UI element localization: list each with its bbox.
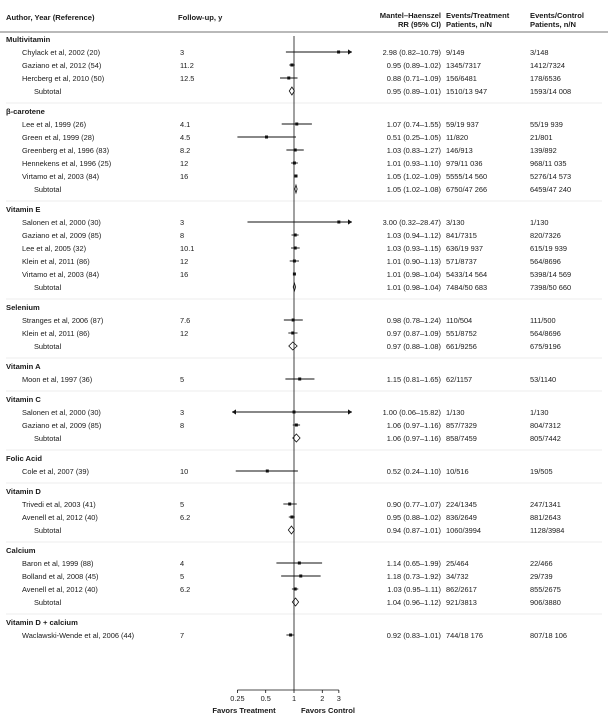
study-row [22,329,561,338]
group-2 [6,205,602,299]
study-name: Trivedi et al, 2003 (41) [22,500,96,509]
subtotal-label: Subtotal [34,283,62,292]
study-point-estimate [293,260,296,263]
study-followup: 12.5 [180,74,195,83]
study-followup: 3 [180,48,185,57]
study-name: Moon et al, 1997 (36) [22,375,93,384]
study-name: Virtamo et al, 2003 (84) [22,270,100,279]
study-row [22,585,561,594]
subtotal-label: Subtotal [34,185,62,194]
study-point-estimate [290,64,293,67]
study-arrow-left [232,409,236,414]
study-row [22,218,549,227]
study-rr: 0.51 (0.25–1.05) [386,133,441,142]
study-row [22,61,565,70]
study-treatment-events: 59/19 937 [446,120,479,129]
forest-rows [6,35,602,640]
study-point-estimate [288,503,291,506]
study-followup: 6.2 [180,585,191,594]
group-9 [6,618,567,640]
study-name: Klein et al, 2011 (86) [22,329,90,338]
group-1 [6,107,602,201]
study-treatment-events: 110/504 [446,316,473,325]
header-rr-line2: RR (95% CI) [397,20,441,29]
header-rr-line1: Mantel–Haenszel [379,11,441,20]
x-tick-label: 1 [291,694,297,703]
study-rr: 3.00 (0.32–28.47) [382,218,441,227]
study-control-events: 855/2675 [530,585,561,594]
subtotal-control-events: 906/3880 [530,598,561,607]
study-name: Gaziano et al, 2009 (85) [22,421,102,430]
study-rr: 0.95 (0.89–1.02) [386,61,441,70]
study-treatment-events: 836/2649 [446,513,477,522]
study-point-estimate [298,378,301,381]
subtotal-rr: 1.06 (0.97–1.16) [386,434,441,443]
subtotal-rr: 0.94 (0.87–1.01) [386,526,441,535]
study-rr: 0.98 (0.78–1.24) [386,316,441,325]
group-8 [6,546,602,614]
subtotal-row [34,87,571,96]
subtotal-rr: 1.01 (0.98–1.04) [386,283,441,292]
study-row [22,375,556,384]
study-control-events: 5276/14 573 [530,172,572,181]
group-title: Vitamin E [6,205,41,214]
study-row [22,559,553,568]
x-tick-label: 0.25 [230,694,245,703]
study-rr: 1.01 (0.93–1.10) [386,159,441,168]
study-point-estimate [295,123,298,126]
header-treatment-line2: Patients, n/N [446,20,492,29]
study-point-estimate [337,221,340,224]
study-control-events: 111/500 [530,316,556,325]
study-control-events: 247/1341 [530,500,561,509]
study-followup: 5 [180,572,185,581]
study-followup: 12 [180,329,189,338]
study-rr: 1.03 (0.83–1.27) [386,146,441,155]
study-name: Stranges et al, 2006 (87) [22,316,104,325]
study-row [22,74,561,83]
study-name: Salonen et al, 2000 (30) [22,218,101,227]
study-control-events: 1/130 [530,408,549,417]
study-followup: 11.2 [180,61,194,70]
x-tick-label: 2 [320,694,325,703]
study-control-events: 53/1140 [530,375,557,384]
study-treatment-events: 5433/14 564 [446,270,488,279]
header-treatment-line1: Events/Treatment [446,11,510,20]
study-rr: 1.14 (0.65–1.99) [386,559,441,568]
study-name: Klein et al, 2011 (86) [22,257,90,266]
study-control-events: 178/6536 [530,74,561,83]
study-control-events: 29/739 [530,572,553,581]
study-control-events: 139/892 [530,146,557,155]
header-study: Author, Year (Reference) [6,13,95,22]
study-control-events: 21/801 [530,133,553,142]
study-treatment-events: 841/7315 [446,231,477,240]
study-followup: 16 [180,270,189,279]
study-rr: 0.90 (0.77–1.07) [386,500,441,509]
study-row [22,120,563,129]
subtotal-treatment-events: 858/7459 [446,434,477,443]
study-control-events: 564/8696 [530,257,561,266]
study-name: Avenell et al, 2012 (40) [22,585,98,594]
study-name: Salonen et al, 2000 (30) [22,408,101,417]
group-title: β-carotene [6,107,45,116]
subtotal-diamond [292,598,298,606]
study-point-estimate [298,562,301,565]
study-treatment-events: 571/8737 [446,257,477,266]
study-control-events: 564/8696 [530,329,561,338]
subtotal-rr: 0.97 (0.88–1.08) [386,342,441,351]
header-followup: Follow-up, y [178,13,223,22]
study-control-events: 804/7312 [530,421,561,430]
header-control-line2: Patients, n/N [530,20,576,29]
subtotal-diamond [295,185,297,193]
study-control-events: 3/148 [530,48,549,57]
subtotal-label: Subtotal [34,598,62,607]
study-row [22,316,556,325]
study-row [22,172,571,181]
study-followup: 5 [180,500,185,509]
subtotal-rr: 0.95 (0.89–1.01) [386,87,441,96]
study-followup: 8 [180,231,185,240]
group-title: Calcium [6,546,36,555]
study-point-estimate [290,516,293,519]
study-rr: 1.00 (0.06–15.82) [382,408,441,417]
study-name: Baron et al, 1999 (88) [22,559,94,568]
study-followup: 5 [180,375,185,384]
study-arrow-right [348,409,352,414]
study-followup: 4.1 [180,120,191,129]
subtotal-label: Subtotal [34,526,62,535]
subtotal-diamond [288,526,294,534]
x-tick-label: 0.5 [260,694,271,703]
study-rr: 1.03 (0.95–1.11) [387,585,441,594]
subtotal-control-events: 805/7442 [530,434,561,443]
study-rr: 1.06 (0.97–1.16) [386,421,441,430]
study-treatment-events: 62/1157 [446,375,473,384]
study-rr: 1.18 (0.73–1.92) [386,572,441,581]
study-point-estimate [289,634,292,637]
study-point-estimate [293,273,296,276]
subtotal-treatment-events: 1510/13 947 [446,87,488,96]
study-treatment-events: 862/2617 [446,585,477,594]
study-control-events: 807/18 106 [530,631,567,640]
subtotal-rr: 1.05 (1.02–1.08) [386,185,441,194]
subtotal-control-events: 1128/3984 [530,526,565,535]
study-followup: 12 [180,159,189,168]
study-control-events: 1/130 [530,218,549,227]
favors-control-label: Favors Control [300,706,356,715]
study-point-estimate [337,51,340,54]
study-point-estimate [294,175,297,178]
study-control-events: 1412/7324 [530,61,565,70]
group-title: Selenium [6,303,40,312]
study-row [22,513,561,522]
study-followup: 8.2 [180,146,191,155]
study-rr: 0.95 (0.88–1.02) [386,513,441,522]
study-name: Greenberg et al, 1996 (83) [22,146,110,155]
study-followup: 10.1 [180,244,195,253]
study-name: Lee et al, 2005 (32) [22,244,87,253]
group-3 [6,303,602,358]
study-name: Avenell et al, 2012 (40) [22,513,98,522]
study-rr: 2.98 (0.82–10.79) [382,48,441,57]
study-treatment-events: 857/7329 [446,421,477,430]
study-row [22,421,561,430]
study-name: Waclawski-Wende et al, 2006 (44) [22,631,135,640]
study-followup: 4.5 [180,133,191,142]
group-4 [6,362,602,391]
study-control-events: 55/19 939 [530,120,563,129]
study-treatment-events: 979/11 036 [446,159,483,168]
study-rr: 1.03 (0.93–1.15) [386,244,441,253]
subtotal-treatment-events: 6750/47 266 [446,185,488,194]
study-treatment-events: 10/516 [446,467,469,476]
study-followup: 7.6 [180,316,191,325]
study-point-estimate [287,77,290,80]
study-name: Cole et al, 2007 (39) [22,467,89,476]
subtotal-label: Subtotal [34,87,62,96]
study-name: Lee et al, 1999 (26) [22,120,87,129]
study-name: Hercberg et al, 2010 (50) [22,74,105,83]
subtotal-row [34,342,561,351]
study-rr: 0.92 (0.83–1.01) [386,631,441,640]
subtotal-control-events: 1593/14 008 [530,87,572,96]
table-header [6,11,584,29]
subtotal-control-events: 6459/47 240 [530,185,572,194]
group-title: Vitamin D [6,487,41,496]
study-control-events: 968/11 035 [530,159,567,168]
study-treatment-events: 5555/14 560 [446,172,488,181]
study-rr: 1.03 (0.94–1.12) [386,231,441,240]
study-control-events: 22/466 [530,559,553,568]
subtotal-row [34,598,561,607]
study-rr: 1.05 (1.02–1.09) [386,172,441,181]
study-control-events: 19/505 [530,467,553,476]
study-point-estimate [265,136,268,139]
study-row [22,408,549,417]
study-rr: 1.07 (0.74–1.55) [386,120,441,129]
study-name: Bolland et al, 2008 (45) [22,572,99,581]
study-point-estimate [299,575,302,578]
subtotal-control-events: 675/9196 [530,342,561,351]
subtotal-label: Subtotal [34,434,62,443]
study-name: Gaziano et al, 2009 (85) [22,231,102,240]
study-followup: 8 [180,421,185,430]
group-title: Multivitamin [6,35,51,44]
study-treatment-events: 25/464 [446,559,469,568]
study-row [22,133,553,142]
subtotal-row [34,526,564,535]
study-row [22,500,561,509]
study-treatment-events: 11/820 [446,133,469,142]
study-name: Green et al, 1999 (28) [22,133,95,142]
study-treatment-events: 1/130 [446,408,465,417]
study-treatment-events: 224/1345 [446,500,477,509]
group-title: Folic Acid [6,454,43,463]
study-followup: 10 [180,467,189,476]
study-row [22,231,561,240]
favors-treatment-label: Favors Treatment [212,706,276,715]
study-rr: 1.15 (0.81–1.65) [386,375,441,384]
study-rr: 0.97 (0.87–1.09) [386,329,441,338]
header-control-line1: Events/Control [530,11,585,20]
study-control-events: 5398/14 569 [530,270,572,279]
study-name: Hennekens et al, 1996 (25) [22,159,112,168]
study-name: Gaziano et al, 2012 (54) [22,61,102,70]
study-rr: 0.88 (0.71–1.09) [386,74,441,83]
study-row [22,48,549,57]
x-axis [230,36,341,703]
study-treatment-events: 34/732 [446,572,469,581]
study-followup: 4 [180,559,185,568]
subtotal-row [34,283,571,292]
study-rr: 1.01 (0.90–1.13) [386,257,441,266]
subtotal-diamond [289,342,297,350]
study-followup: 3 [180,218,185,227]
study-treatment-events: 636/19 937 [446,244,483,253]
study-arrow-right [348,49,352,54]
favors-labels [212,706,355,715]
study-point-estimate [266,470,269,473]
subtotal-row [34,185,571,194]
subtotal-control-events: 7398/50 660 [530,283,572,292]
study-row [22,572,553,581]
study-point-estimate [293,162,296,165]
study-treatment-events: 551/8752 [446,329,477,338]
study-treatment-events: 156/6481 [446,74,477,83]
study-followup: 16 [180,172,189,181]
group-7 [6,487,602,542]
study-rr: 1.01 (0.98–1.04) [386,270,441,279]
group-title: Vitamin D + calcium [6,618,78,627]
subtotal-treatment-events: 661/9256 [446,342,477,351]
study-control-events: 820/7326 [530,231,561,240]
study-row [22,146,557,155]
subtotal-rr: 1.04 (0.96–1.12) [386,598,441,607]
study-followup: 3 [180,408,185,417]
group-title: Vitamin C [6,395,41,404]
subtotal-treatment-events: 1060/3994 [446,526,481,535]
study-row [22,257,561,266]
study-arrow-right [348,219,352,224]
study-name: Virtamo et al, 2003 (84) [22,172,100,181]
study-treatment-events: 1345/7317 [446,61,481,70]
study-row [22,631,567,640]
subtotal-label: Subtotal [34,342,62,351]
group-6 [6,454,602,483]
study-rr: 0.52 (0.24–1.10) [386,467,441,476]
subtotal-row [34,434,561,443]
study-followup: 7 [180,631,185,640]
study-name: Chylack et al, 2002 (20) [22,48,101,57]
study-row [22,244,567,253]
subtotal-treatment-events: 7484/50 683 [446,283,488,292]
x-tick-label: 3 [336,694,341,703]
study-treatment-events: 3/130 [446,218,465,227]
study-followup: 6.2 [180,513,191,522]
study-point-estimate [295,424,298,427]
study-row [22,270,571,279]
study-followup: 12 [180,257,189,266]
study-row [22,467,553,476]
study-treatment-events: 9/149 [446,48,465,57]
group-5 [6,395,602,450]
study-control-events: 881/2643 [530,513,561,522]
study-treatment-events: 744/18 176 [446,631,483,640]
subtotal-treatment-events: 921/3813 [446,598,477,607]
study-treatment-events: 146/913 [446,146,473,155]
group-0 [6,35,602,103]
study-control-events: 615/19 939 [530,244,567,253]
group-title: Vitamin A [6,362,41,371]
